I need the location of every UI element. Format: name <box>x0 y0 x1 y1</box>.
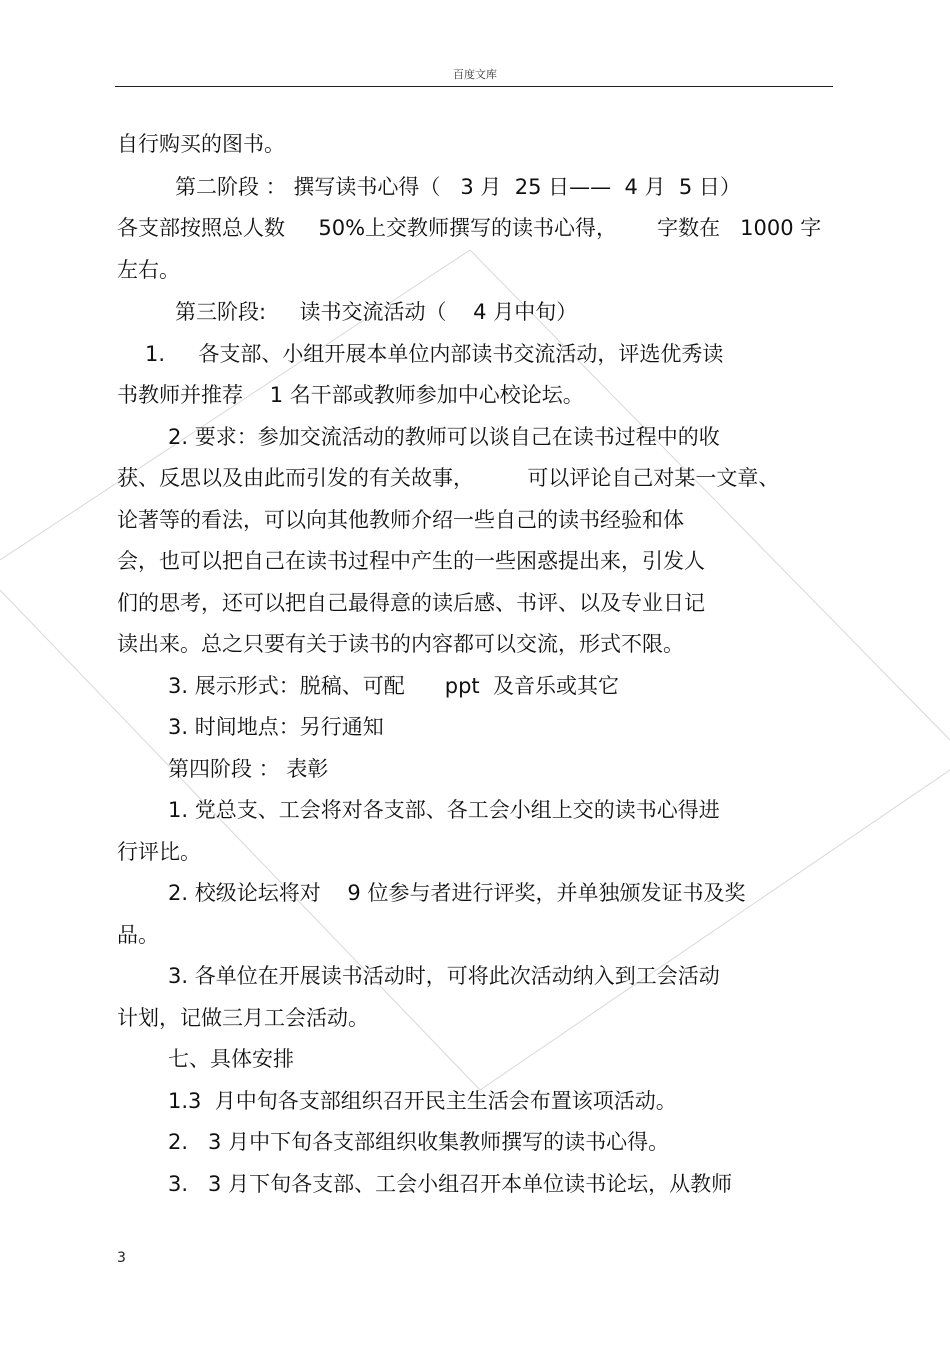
text-line: 七、具体安排 <box>168 1047 294 1071</box>
text-line: 各支部按照总人数 50%上交教师撰写的读书心得， 字数在 1000 字 <box>117 216 822 240</box>
text-line: 自行购买的图书。 <box>117 132 285 156</box>
text-line: 2. 3 月中下旬各支部组织收集教师撰写的读书心得。 <box>168 1130 670 1154</box>
text-line: 1.3 月中旬各支部组织召开民主生活会布置该项活动。 <box>168 1089 677 1113</box>
text-line: 1. 党总支、工会将对各支部、各工会小组上交的读书心得进 <box>168 798 720 822</box>
header-rule <box>115 86 833 87</box>
text-line: 第四阶段 ： 表彰 <box>168 757 329 781</box>
text-line: 左右。 <box>117 258 180 282</box>
text-line: 们的思考，还可以把自己最得意的读后感、书评、以及专业日记 <box>117 591 705 615</box>
text-line: 3. 展示形式：脱稿、可配 ppt 及音乐或其它 <box>168 674 620 698</box>
text-line: 读出来。总之只要有关于读书的内容都可以交流，形式不限。 <box>117 632 684 656</box>
text-line: 1. 各支部、小组开展本单位内部读书交流活动，评选优秀读 <box>145 342 724 366</box>
text-line: 会，也可以把自己在读书过程中产生的一些困惑提出来，引发人 <box>117 549 705 573</box>
text-line: 获、反思以及由此而引发的有关故事， 可以评论自己对某一文章、 <box>117 466 780 490</box>
text-line: 2. 要求：参加交流活动的教师可以谈自己在读书过程中的收 <box>168 425 720 449</box>
text-line: 3. 各单位在开展读书活动时，可将此次活动纳入到工会活动 <box>168 964 720 988</box>
text-line: 第三阶段: 读书交流活动（ 4 月中旬） <box>175 300 578 324</box>
text-line: 书教师并推荐 1 名干部或教师参加中心校论坛。 <box>117 383 584 407</box>
text-line: 计划，记做三月工会活动。 <box>117 1006 369 1030</box>
text-line: 2. 校级论坛将对 9 位参与者进行评奖，并单独颁发证书及奖 <box>168 881 746 905</box>
text-line: 论著等的看法，可以向其他教师介绍一些自己的读书经验和体 <box>117 508 684 532</box>
text-line: 行评比。 <box>117 840 201 864</box>
page-number: 3 <box>117 1250 126 1266</box>
text-line: 3. 3 月下旬各支部、工会小组召开本单位读书论坛，从教师 <box>168 1172 733 1196</box>
page-header-title: 百度文库 <box>453 68 497 81</box>
text-line: 品。 <box>117 923 159 947</box>
text-line: 3. 时间地点：另行通知 <box>168 715 384 739</box>
text-line: 第二阶段 ： 撰写读书心得（ 3 月 25 日—— 4 月 5 日） <box>175 175 741 199</box>
